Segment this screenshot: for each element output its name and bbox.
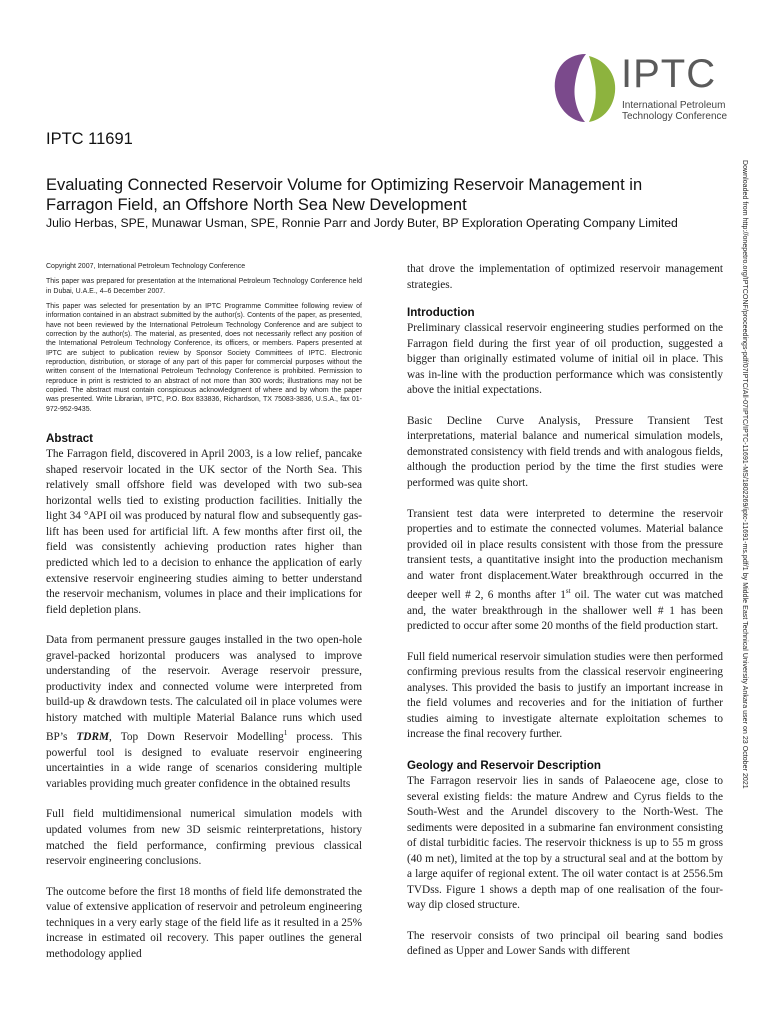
introduction-paragraph-3-part-2: oil. The water cut was matched and, the water breakthrough in the shallower well # 1 has been predicted to occur after some 20 months of the field production start. <box>407 589 723 633</box>
introduction-paragraph-3-part-1: Transient test data were interpreted to determine the reservoir properties and to estimate the connected volumes. Material balance provided oil in place results consistent with those from the pressure transient tests, a quantitative insight into the production mechanism and water front displacement.Water breakthrough occurred in the deeper well # 2, 6 months after 1 <box>407 507 723 602</box>
abstract-paragraph-4: The outcome before the first 18 months of field life demonstrated the value of extensive application of reservoir and petroleum engineering techniques in a very early stage of the field life as it resulted in a 25% increase in estimated oil recovery. This paper outlines the general methodology applied <box>46 885 362 960</box>
introduction-paragraph-4: Full field numerical reservoir simulation studies were then performed confirming previous results from the classical reservoir engineering analyses. This provided the basis to justify an important increase in the field volumes and recoveries and for the initiation of further studies aiming to investigate alternate exploitation schemes to increase the final recovery further. <box>407 650 723 741</box>
introduction-paragraph-1: Preliminary classical reservoir engineering studies performed on the Farragon field during the first year of oil production, suggested a bigger than originally estimated volume of initial oil in place. This was in-line with the production performance which was consistently above the initial expectations. <box>407 322 723 397</box>
introduction-paragraph-2: Basic Decline Curve Analysis, Pressure Transient Test interpretations, material balance and numerical simulation models, demonstrated consistency with field trends and with analogous fields, although the production period by the time the first studies were performed was quite short. <box>407 414 723 490</box>
logo-line-2: Technology Conference <box>622 111 728 122</box>
left-column <box>46 262 362 962</box>
geology-paragraph-2: The reservoir consists of two principal oil bearing sand bodies defined as Upper and Lower Sands with different <box>407 929 723 958</box>
logo-green-leaf <box>589 56 615 122</box>
iptc-logo <box>551 52 731 124</box>
paper-id: IPTC 11691 <box>46 130 133 148</box>
abstract-paragraph-2 <box>46 633 362 792</box>
iptc-logo-mark-icon <box>551 52 621 124</box>
logo-drop <box>581 70 592 102</box>
abstract-heading: Abstract <box>46 432 94 446</box>
presentation-notice: This paper was prepared for presentation at the International Petroleum Technology Conference held in Dubai, U.A.E., 4–6 December 2007. <box>46 278 362 295</box>
logo-wordmark: IPTC <box>621 52 717 96</box>
abstract-paragraph-3: Full field multidimensional numerical simulation models with updated volumes from new 3D seismic reinterpretations, history matched the field performance, confirming previous classical reservoir engineering conclusions. <box>46 808 362 868</box>
abstract-paragraph-1: The Farragon field, discovered in April 2003, is a low relief, pancake shaped reservoir located in the UK sector of the North Sea. This relatively small offshore field was developed with two sub-sea horizontal wells tied to existing production facilities. Initially the light 34 °API oil was produced by natural flow and subsequently gas-lift has been used for artificial lift. A few months after first oil, the field was consistently achieving production rates higher than predicted which led to a decision to enhance the application of early extensive reservoir engineering studies aiming to better understand the reservoir mechanism, volumes in place and their implications for field depletion plans. <box>46 448 362 616</box>
reference-superscript: 1 <box>283 729 288 738</box>
right-column <box>407 262 723 960</box>
abstract-paragraph-2-part-2: , Top Down Reservoir Modelling <box>109 731 284 744</box>
introduction-heading: Introduction <box>407 306 475 320</box>
paper-title: Evaluating Connected Reservoir Volume for Optimizing Reservoir Management in Farragon Field, an Offshore North Sea New Development <box>46 176 643 214</box>
abstract-paragraph-2-part-3: process. This powerful tool is designed to evaluate reservoir engineering uncertainties in a wide range of scenarios considering multiple variables providing much greater confidence in the obtained results <box>46 731 363 790</box>
tdrm-term: TDRM <box>76 731 110 744</box>
copyright-notice: Copyright 2007, International Petroleum Technology Conference <box>46 263 246 270</box>
introduction-paragraph-3 <box>407 507 723 635</box>
abstract-paragraph-4-continued: that drove the implementation of optimized reservoir management strategies. <box>407 263 723 291</box>
selection-notice: This paper was selected for presentation by an IPTC Programme Committee following review of information contained in an abstract submitted by the author(s). Contents of the paper, as presented, have not been reviewed by the International Petroleum Technology Conference and are subject to correction by the author(s). The material, as presented, does not necessarily reflect any position of the International Petroleum Technology Conference, its officers, or members. Papers presented at IPTC are subject to publication review by Sponsor Society Committees of IPTC. Electronic reproduction, distribution, or storage of any part of this paper for commercial purposes without the written consent of the International Petroleum Technology Conference is prohibited. Permission to reproduce in print is restricted to an abstract of not more than 300 words; illustrations may not be copied. The abstract must contain conspicuous acknowledgment of where and by whom the paper was presented. Write Librarian, IPTC, P.O. Box 833836, Richardson, TX 75083-3836, U.S.A., fax 01-972-952-9435. <box>46 303 362 413</box>
logo-line-1: International Petroleum <box>622 100 726 111</box>
geology-heading: Geology and Reservoir Description <box>407 758 601 772</box>
abstract-paragraph-2-part-1: Data from permanent pressure gauges installed in the two open-hole gravel-packed horizontal producers was analysed to improve understanding of the reservoir. Average reservoir pressure, productivity index and connected volume were interpreted from build-up & drawdown tests. The calculated oil in place volumes were history matched with multiple Material Balance runs which used BP’s <box>46 634 362 744</box>
download-notice: Downloaded from http://onepetro.org/IPTCONF/proceedings-pdf/07IPTC/All-07IPTC/IPTC-11691-MS/1802269/iptc-11691-ms.pdf/1 by Middle East Technical University Ankara user on 23 October 2021 <box>741 160 748 789</box>
geology-paragraph-1: The Farragon reservoir lies in sands of Palaeocene age, close to several existing fields: the mature Andrew and Cyrus fields to the South-West and the Arundel discovery to the North-West. The sediments were deposited in a submarine fan environment consisting of distal turbiditic facies. The reservoir thickness is up to 55 m gross (40 m net), limited at the top by a structural seal and at the bottom by a large aquifer of regional extent. The oil water contact is at 2556.5m TVDss. Figure 1 shows a depth map of one realisation of the four-way dip closed structure. <box>407 774 723 912</box>
authors: Julio Herbas, SPE, Munawar Usman, SPE, Ronnie Parr and Jordy Buter, BP Exploration Operating Company Limited <box>46 216 678 230</box>
ordinal-superscript: st <box>565 587 571 596</box>
